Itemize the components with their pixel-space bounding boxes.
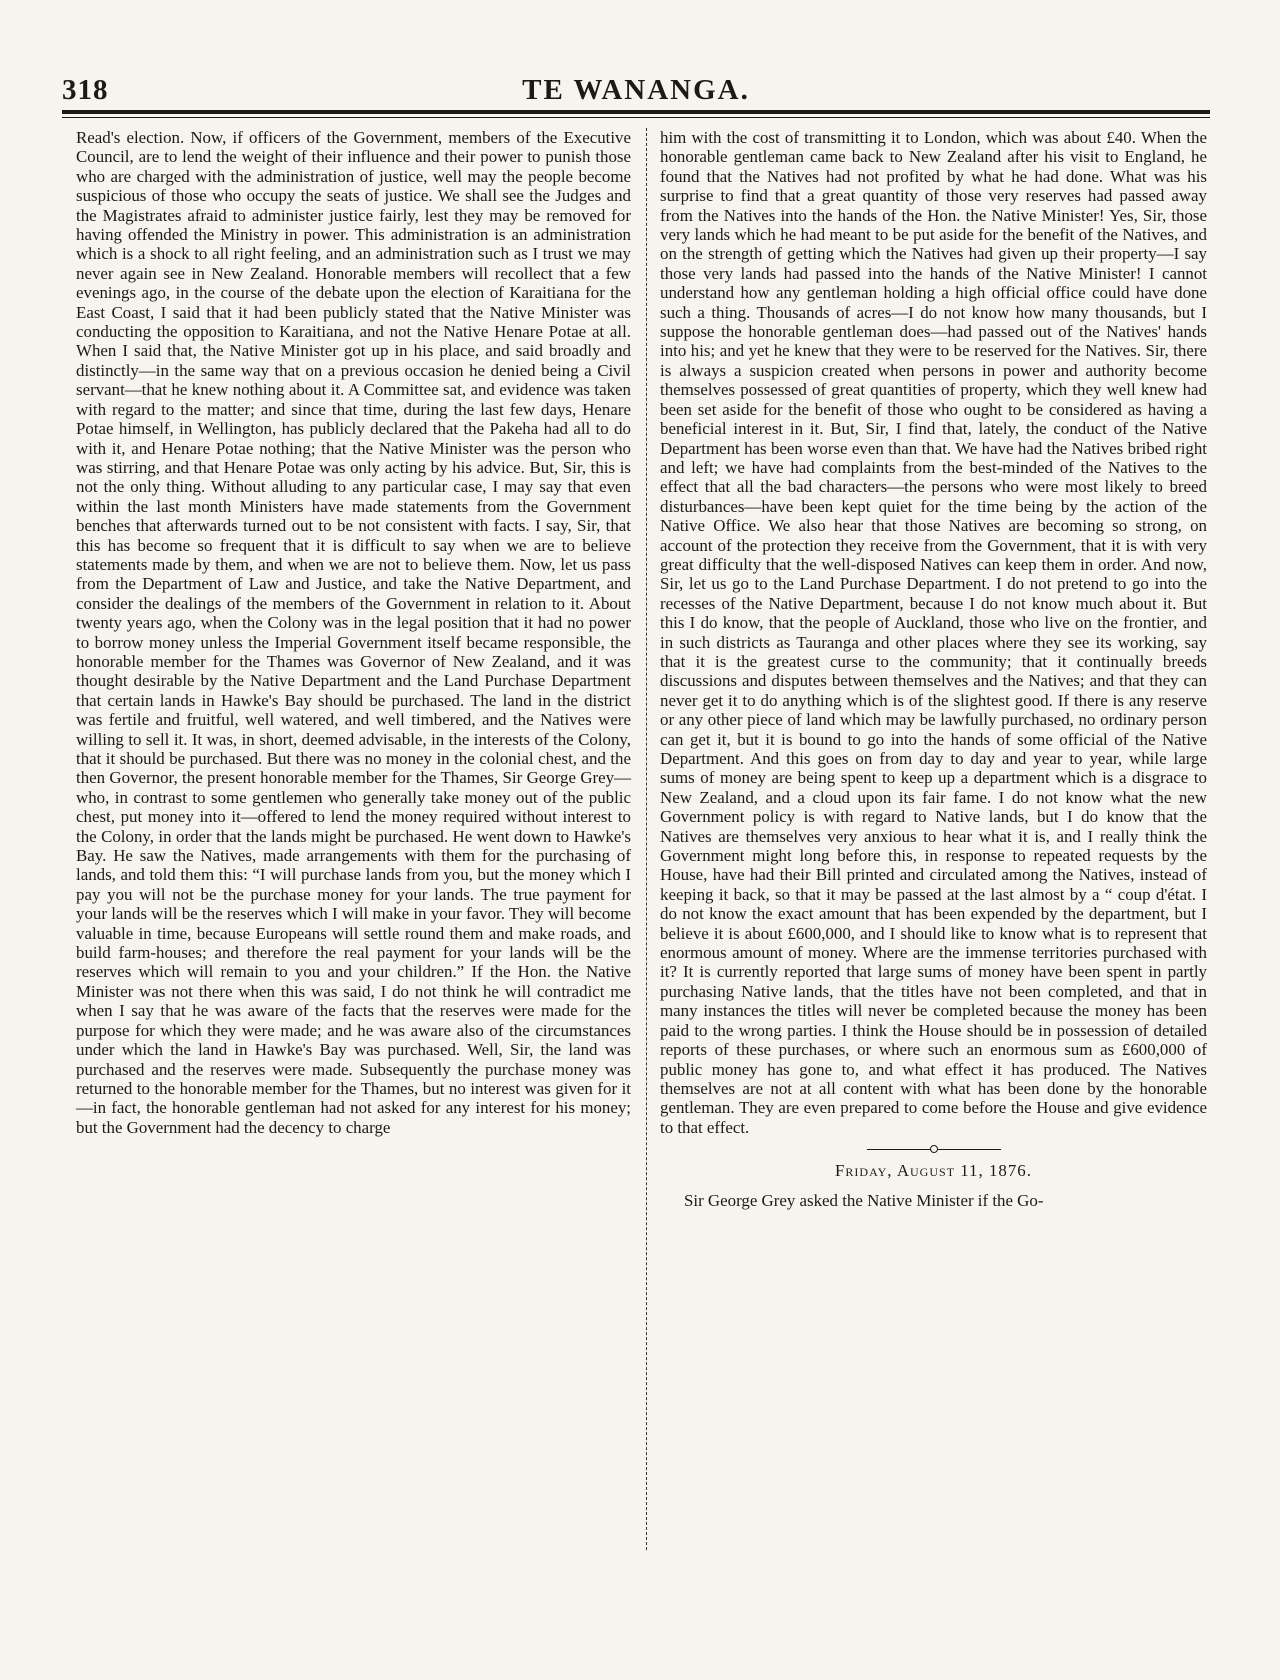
- section-ornament-rule: [660, 1141, 1207, 1155]
- header-rule-thick: [62, 110, 1210, 114]
- right-column-text: him with the cost of transmitting it to London, which was about £40. When the honorable gentleman came back to New Zealand after his visit to England, he found that the Natives had not profited by what he had done. What was his surprise to find that a great quantity of those very reserves had passed away from the Natives into the hands of the Hon. the Native Minister! Yes, Sir, those very lands which he had meant to be put aside for the benefit of the Natives, and on the strength of getting which the Natives had given up their property—I say those very lands had passed into the hands of the Native Minister! I cannot understand how any gentleman holding a high official office could have done such a thing. Thousands of acres—I do not know how many thousands, but I suppose the honorable gentleman does—had passed out of the Natives' hands into his; and yet he knew that they were to be reserved for the Natives. Sir, there is always a suspicion created when persons in power and authority become themselves possessed of great quantities of property, which they well knew had been set aside for the benefit of those who ought to be considered as having a beneficial interest in it. But, Sir, I find that, lately, the conduct of the Native Department has been worse even than that. We have had the Natives bribed right and left; we have had complaints from the best-minded of the Natives to the effect that all the bad characters—the persons who were most likely to breed disturbances—have been kept quiet for the time being by the action of the Native Office. We also hear that those Natives are becoming so strong, on account of the protection they receive from the Government, that it is with very great difficulty that the well-disposed Natives can keep them in order. And now, Sir, let us go to the Land Purchase Department. I do not pretend to go into the recesses of the Native Department, because I do not know much about it. But this I do know, that the people of Auckland, those who live on the frontier, and in such districts as Tauranga and other places where they see its working, say that it is the greatest curse to the community; that it continually breeds discussions and disputes between themselves and the Natives; and that they can never get it to do anything which is of the slightest good. If there is any reserve or any other piece of land which may be lawfully purchased, no ordinary person can get it, but it is bound to go into the hands of some official of the Native Department. And this goes on from day to day and year to year, while large sums of money are being spent to keep up a department which is a disgrace to New Zealand, and a cloud upon its fair fame. I do not know what the new Government policy is with regard to Native lands, but I do know that the Natives are themselves very anxious to hear what it is, and I really think the Government might long before this, in response to repeated requests by the House, have had their Bill printed and circulated among the Natives, instead of keeping it back, so that it may be passed at the last almost by a “ coup d'état. I do not know the exact amount that has been expended by the department, but I believe it is about £600,000, and I should like to know what is to represent that enormous amount of money. Where are the immense territories purchased with it? It is currently reported that large sums of money have been spent in partly purchasing Native lands, that the titles have not been completed, and that in many instances the titles will never be completed because the money has been paid to the wrong parties. I think the House should be in possession of detailed reports of these purchases, or where such an enormous sum as £600,000 of public money has gone to, and what effect it has produced. The Natives themselves are not at all content with what has been done by the honorable gentleman. They are even prepared to come before the House and give evidence to that effect.: [660, 128, 1207, 1137]
- right-column: [660, 128, 1207, 1210]
- left-column-text: Read's election. Now, if officers of the Government, members of the Executive Council, are to lend the weight of their influence and their power to punish those who are charged with the administration of justice, well may the people become suspicious of those who occupy the seats of justice. We shall see the Judges and the Magistrates afraid to administer justice fairly, lest they may be removed for having offended the Ministry in power. This administration is an administration which is a shock to all right feeling, and an administration such as I trust we may never again see in New Zealand. Honorable members will recollect that a few evenings ago, in the course of the debate upon the election of Karaitiana for the East Coast, I said that it had been publicly stated that the Native Minister was conducting the opposition to Karaitiana, and not the Native Henare Potae at all. When I said that, the Native Minister got up in his place, and said broadly and distinctly—in the same way that on a previous occasion he denied being a Civil servant—that he knew nothing about it. A Committee sat, and evidence was taken with regard to the matter; and since that time, during the last few days, Henare Potae himself, in Wellington, has publicly declared that the Pakeha had all to do with it, and Henare Potae nothing; that the Native Minister was the person who was stirring, and that Henare Potae was only acting by his advice. But, Sir, this is not the only thing. Without alluding to any particular case, I may say that even within the last month Ministers have made statements from the Government benches that afterwards turned out to be not consistent with facts. I say, Sir, that this has become so frequent that it is difficult to say when we are to believe statements made by them, and when we are not to believe them. Now, let us pass from the Department of Law and Justice, and take the Native Department, and consider the dealings of the members of the Government in relation to it. About twenty years ago, when the Colony was in the legal position that it had no power to borrow money unless the Imperial Government itself became responsible, the honorable member for the Thames was Governor of New Zealand, and it was thought desirable by the Native Department and the Land Purchase Department that certain lands in Hawke's Bay should be purchased. The land in the district was fertile and fruitful, well watered, and well timbered, and the Natives were willing to sell it. It was, in short, deemed advisable, in the interests of the Colony, that it should be purchased. But there was no money in the colonial chest, and the then Governor, the present honorable member for the Thames, Sir George Grey—who, in contrast to some gentlemen who generally take money out of the public chest, put money into it—offered to lend the money required without interest to the Colony, in order that the lands might be purchased. He went down to Hawke's Bay. He saw the Natives, made arrangements with them for the purchasing of lands, and told them this: “I will purchase lands from you, but the money which I pay you will not be the purchase money for your lands. The true payment for your lands will be the reserves which I will make in your favor. They will become valuable in time, because Europeans will settle round them and make roads, and build farm-houses; and therefore the real payment for your lands will be the reserves which will remain to you and your children.” If the Hon. the Native Minister was not there when this was said, I do not think he will contradict me when I say that he was aware of the facts that the reserves were made for the purpose for which they were made; and he was aware also of the circumstances under which the land in Hawke's Bay was purchased. Well, Sir, the land was purchased and the reserves were made. Subsequently the purchase money was returned to the honorable member for the Thames, but no interest was given for it—in fact, the honorable gentleman had not asked for any interest for his money; but the Government had the decency to charge: [76, 128, 631, 1137]
- header-rule-thin: [62, 117, 1210, 118]
- column-divider: [646, 128, 647, 1550]
- masthead-title: TE WANANGA.: [522, 74, 750, 106]
- page-header: [62, 68, 1210, 108]
- left-column: [76, 128, 631, 1137]
- date-heading: Friday, August 11, 1876.: [835, 1161, 1032, 1181]
- page-number: 318: [62, 74, 109, 106]
- continued-paragraph: Sir George Grey asked the Native Minister if the Go-: [684, 1190, 1044, 1210]
